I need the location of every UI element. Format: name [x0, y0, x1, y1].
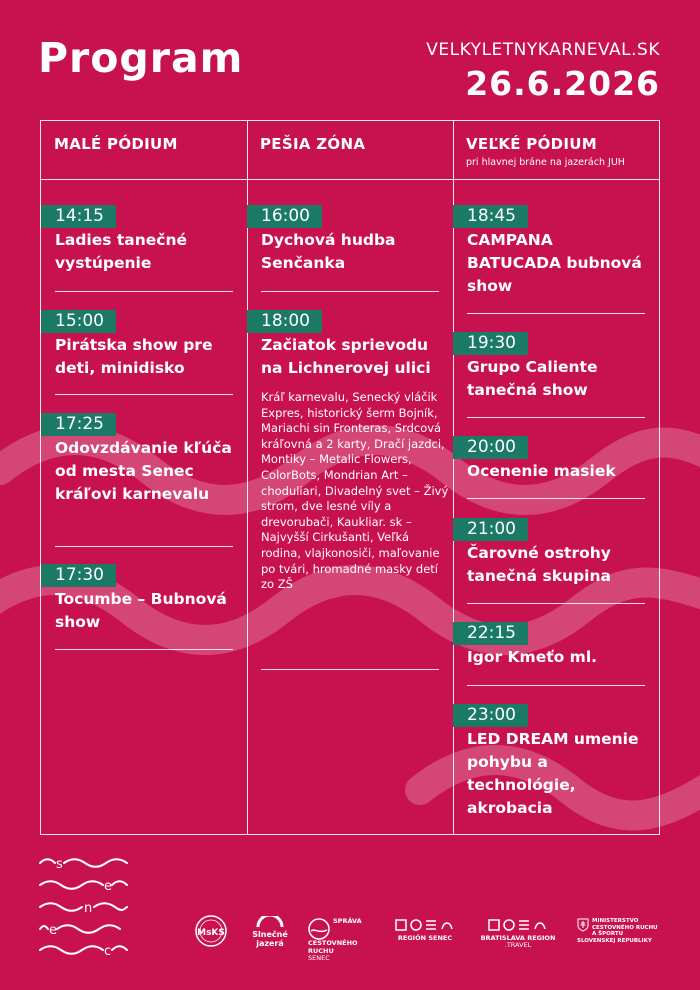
bratislava-symbols-icon	[487, 918, 549, 932]
event-title: Dychová hudba Senčanka	[261, 231, 396, 272]
event-time: 18:00	[247, 310, 322, 333]
event-date: 26.6.2026	[465, 64, 660, 103]
svg-text:MsKS: MsKS	[197, 928, 225, 938]
event-title: Čarovné ostrohy tanečná skupina	[467, 544, 611, 585]
event-time: 17:25	[41, 413, 116, 436]
event-title: Grupo Caliente tanečná show	[467, 358, 598, 399]
event-title: Začiatok sprievodu na Lichnerovej ulici	[261, 336, 431, 377]
website-link[interactable]: VELKYLETNYKARNEVAL.SK	[426, 40, 660, 60]
msks-seal-icon	[194, 914, 228, 948]
region-symbols-icon	[394, 918, 456, 932]
senec-letter: n	[84, 901, 93, 916]
column-heading-velke-podium: VEĽKÉ PÓDIUM	[466, 135, 597, 153]
event-title: Ladies tanečné vystúpenie	[55, 231, 188, 272]
partner-logo-ministerstvo: MINISTERSTVO CESTOVNÉHO RUCHU A ŠPORTU SLOVENSKEJ REPUBLIKY	[577, 918, 658, 944]
column-heading-pesia-zona: PEŠIA ZÓNA	[260, 135, 366, 153]
partner-logo-slnecne-jazera: Slnečné jazerá	[248, 916, 292, 948]
event-title: Ocenenie masiek	[467, 462, 616, 480]
event-time: 23:00	[453, 704, 528, 727]
event-title: Pirátska show pre deti, minidisko	[55, 336, 213, 377]
scr-circle-icon	[308, 918, 330, 940]
event-description: Kráľ karnevalu, Senecký vláčik Expres, historický šerm Bojník, Mariachi sin Fronteras, Srdcová kráľovná a 2 karty, Dračí jazdci, Montiky – Metalic Flowers, ColorBots, Mondrian Art – choduliari, Divadelný svet – Živý strom, dve lesné víly a drevorubači, Kaukliar. sk – Najvyšší Cirkušanti, Veľká rodina, vlajkonosiči, maľovanie po tvári, hromadné masky detí zo ZŠ	[261, 390, 449, 592]
event-time: 14:15	[41, 205, 116, 228]
event-time: 21:00	[453, 518, 528, 541]
partner-logo-region-senec: REGIÓN SENEC	[390, 918, 460, 942]
senec-letter: c	[104, 944, 112, 955]
event-title: Tocumbe – Bubnová show	[55, 590, 227, 631]
event-title: LED DREAM umenie pohybu a technológie, akrobacia	[467, 730, 639, 817]
event-title: CAMPANA BATUCADA bubnová show	[467, 231, 642, 295]
partner-logo-msks	[193, 914, 229, 951]
event-title: Odovzdávanie kľúča od mesta Senec kráľovi karnevalu	[55, 439, 232, 503]
column-subheading: pri hlavnej bráne na jazerách JUH	[466, 157, 625, 168]
slovak-coat-of-arms-icon	[577, 918, 589, 932]
senec-letter: e	[104, 879, 112, 894]
event-time: 17:30	[41, 564, 116, 587]
page-title: Program	[38, 34, 244, 82]
event-time: 18:45	[453, 205, 528, 228]
event-time: 22:15	[453, 622, 528, 645]
event-time: 19:30	[453, 332, 528, 355]
partner-logo-bratislava-region: BRATISLAVA REGION .TRAVEL	[478, 918, 558, 950]
column-heading-male-podium: MALÉ PÓDIUM	[54, 135, 178, 153]
event-time: 16:00	[247, 205, 322, 228]
event-title: Igor Kmeťo ml.	[467, 648, 598, 666]
event-time: 15:00	[41, 310, 116, 333]
senec-letter: e	[49, 923, 57, 938]
senec-letter: s	[56, 857, 63, 872]
partner-logo-scr-senec: SPRÁVA CESTOVNÉHO RUCHU SENEC	[308, 917, 362, 962]
event-time: 20:00	[453, 436, 528, 459]
sun-wave-icon	[255, 916, 285, 928]
